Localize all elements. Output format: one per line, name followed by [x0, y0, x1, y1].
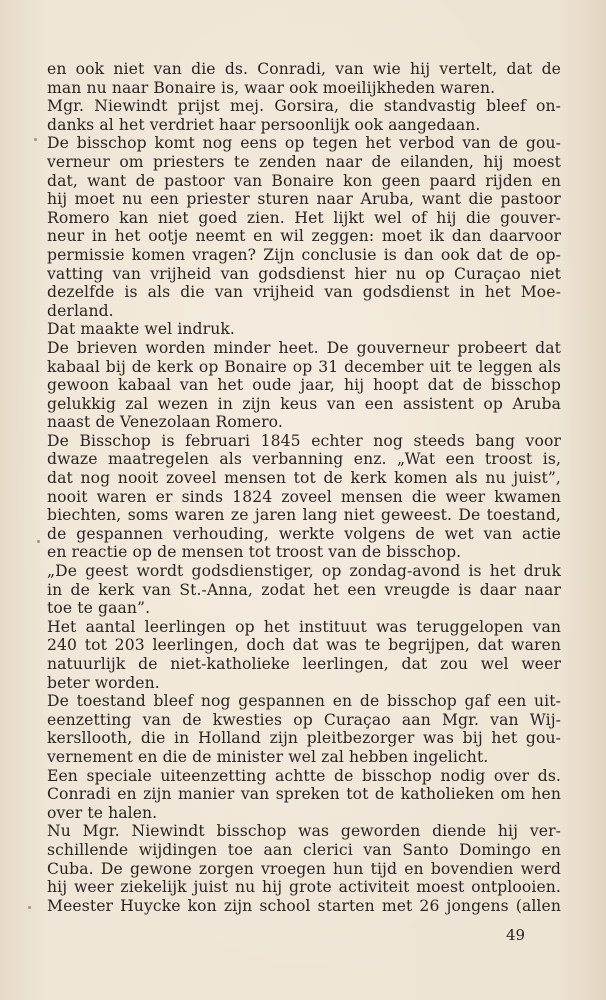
text-line: dezelfde is als die van vrijheid van godsdienst in het Moe-	[47, 283, 561, 302]
text-line: Nu Mgr. Niewindt bisschop was geworden diende hij ver-	[47, 822, 561, 841]
paper-speck	[37, 540, 40, 543]
text-line: kabaal bij de kerk op Bonaire op 31 december uit te leggen als	[47, 357, 561, 376]
text-line: Dat maakte wel indruk.	[47, 320, 235, 339]
text-line: over te halen.	[47, 803, 158, 822]
text-line: kersllooth, die in Holland zijn pleitbezorger was bij het gou-	[47, 729, 561, 748]
text-line: De Bisschop is februari 1845 echter nog steeds bang voor	[47, 431, 561, 450]
text-line: Een speciale uiteenzetting achtte de bisschop nodig over ds.	[47, 766, 561, 785]
text-line: beter worden.	[47, 673, 160, 692]
text-line: permissie komen vragen? Zijn conclusie is dan ook dat de op-	[47, 245, 561, 264]
text-line: „De geest wordt godsdienstiger, op zondag-avond is het druk	[47, 562, 561, 581]
text-line: Romero kan niet goed zien. Het lijkt wel of hij die gouver-	[47, 208, 561, 227]
text-line: in de kerk van St.-Anna, zodat het een vreugde is daar naar	[47, 580, 561, 599]
text-line: de gespannen verhouding, werkte volgens de wet van actie	[47, 524, 561, 543]
text-line: gelukkig zal wezen in zijn keus van een assistent op Aruba	[47, 394, 561, 413]
text-line: nooit waren er sinds 1824 zoveel mensen die weer kwamen	[47, 487, 561, 506]
text-line: danks al het verdriet haar persoonlijk ook aangedaan.	[47, 115, 481, 134]
text-line: gewoon kabaal van het oude jaar, hij hoopt dat de bisschop	[47, 376, 561, 395]
text-line: dat, want de pastoor van Bonaire kon geen paard rijden en	[47, 171, 561, 190]
text-line: toe te gaan”.	[47, 599, 151, 618]
text-line: hij moet nu een priester sturen naar Aruba, want die pastoor	[47, 190, 561, 209]
text-line: biechten, soms waren ze jaren lang niet geweest. De toestand,	[47, 506, 561, 525]
page-number: 49	[506, 926, 526, 944]
text-line: man nu naar Bonaire is, waar ook moeilijkheden waren.	[47, 78, 496, 97]
text-line: verneur om priesters te zenden naar de eilanden, hij moest	[47, 152, 561, 171]
text-line: De toestand bleef nog gespannen en de bisschop gaf een uit-	[47, 692, 561, 711]
text-line: derland.	[47, 301, 114, 320]
body-text	[47, 60, 561, 915]
text-line: en ook niet van die ds. Conradi, van wie hij vertelt, dat de	[47, 60, 561, 78]
text-line: De brieven worden minder heet. De gouverneur probeert dat	[47, 338, 561, 357]
paper-speck	[34, 138, 37, 141]
text-line: Meester Huycke kon zijn school starten met 26 jongens (allen	[47, 896, 561, 915]
text-line: Het aantal leerlingen op het instituut was teruggelopen van	[47, 617, 561, 636]
paper-speck	[28, 906, 31, 909]
text-line: dwaze maatregelen als verbanning enz. „Wat een troost is,	[47, 450, 561, 469]
text-line: hij weer ziekelijk juist nu hij grote activiteit moest ontplooien.	[47, 878, 561, 897]
text-line: schillende wijdingen toe aan clerici van Santo Domingo en	[47, 840, 561, 859]
text-line: natuurlijk de niet-katholieke leerlingen, dat zou wel weer	[47, 655, 561, 673]
text-line: naast de Venezolaan Romero.	[47, 413, 283, 432]
text-line: vatting van vrijheid van godsdienst hier nu op Curaçao niet	[47, 264, 561, 283]
text-line: neur in het ootje neemt en wil zeggen: moet ik dan daarvoor	[47, 227, 561, 246]
text-line: De bisschop komt nog eens op tegen het verbod van de gou-	[47, 134, 561, 153]
text-line: Cuba. De gewone zorgen vroegen hun tijd en bovendien werd	[47, 859, 561, 878]
text-line: Mgr. Niewindt prijst mej. Gorsira, die standvastig bleef on-	[47, 97, 561, 116]
text-line: dat nog nooit zoveel mensen tot de kerk komen als nu juist”,	[47, 469, 561, 488]
text-line: eenzetting van de kwesties op Curaçao aan Mgr. van Wij-	[47, 710, 561, 729]
text-line: 240 tot 203 leerlingen, doch dat was te begrijpen, dat waren	[47, 636, 561, 655]
text-line: en reactie op de mensen tot troost van de bisschop.	[47, 543, 462, 562]
text-line: Conradi en zijn manier van spreken tot de katholieken om hen	[47, 785, 561, 804]
text-line: vernement en die de minister wel zal hebben ingelicht.	[47, 747, 489, 766]
